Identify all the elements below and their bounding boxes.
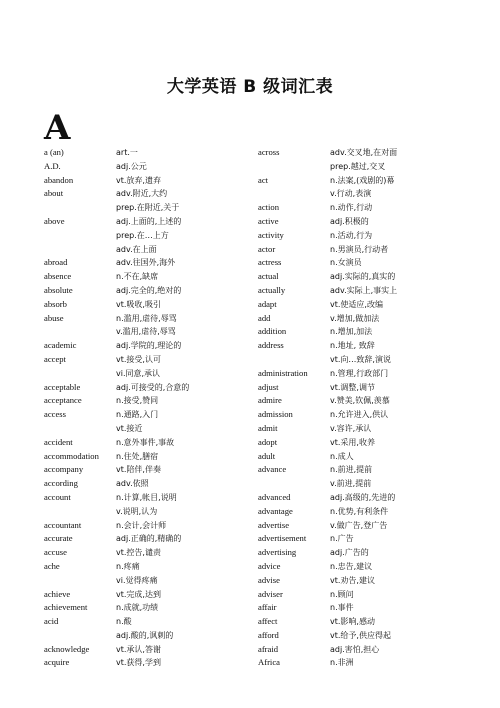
vocab-entry (44, 146, 254, 160)
vocab-definition: adj.积极的 (330, 216, 369, 226)
vocab-word: absorb (44, 298, 67, 309)
vocab-word: acceptance (44, 395, 82, 406)
vocab-entry (44, 298, 254, 312)
vocab-definition: n.动作,行动 (330, 203, 373, 213)
vocab-entry (258, 284, 458, 298)
vocab-word: admit (258, 422, 278, 433)
vocab-entry (258, 656, 458, 670)
vocab-word: acquire (44, 657, 70, 668)
vocab-word: above (44, 215, 65, 226)
vocab-entry (44, 643, 254, 657)
vocab-entry (44, 656, 254, 670)
vocab-entry (258, 463, 458, 477)
vocab-definition: v.说明,认为 (116, 506, 158, 516)
vocab-definition: v.增加,做加法 (330, 313, 380, 323)
vocab-definition: n.住处,膳宿 (116, 451, 159, 461)
vocab-entry (44, 312, 254, 326)
vocab-entry (258, 215, 458, 229)
vocab-word: advantage (258, 505, 293, 516)
vocab-definition: n.地址, 致辞 (330, 341, 375, 351)
vocab-entry (258, 422, 458, 436)
vocab-entry (44, 463, 254, 477)
vocab-entry (258, 325, 458, 339)
vocab-definition: v.容许,承认 (330, 423, 372, 433)
vocab-word: about (44, 188, 64, 199)
vocab-definition: adv.附近,大约 (116, 189, 168, 199)
vocab-word: accident (44, 436, 73, 447)
vocab-entry (44, 243, 254, 257)
vocab-entry (258, 312, 458, 326)
vocab-entry (258, 353, 458, 367)
vocab-word: abroad (44, 257, 68, 268)
vocab-word: activity (258, 229, 284, 240)
vocab-word: advise (258, 574, 280, 585)
vocab-entry (258, 643, 458, 657)
vocab-entry (258, 450, 458, 464)
vocab-entry (258, 588, 458, 602)
vocab-entry (258, 187, 458, 201)
vocab-word: acknowledge (44, 643, 90, 654)
vocab-definition: n.成就,功绩 (116, 603, 159, 613)
vocab-definition: vt.承认,答谢 (116, 644, 161, 654)
vocab-definition: vt.完成,达到 (116, 589, 161, 599)
vocab-word: adviser (258, 588, 283, 599)
vocab-entry (44, 284, 254, 298)
vocab-word: adjust (258, 381, 279, 392)
vocab-definition: vt.接近 (116, 423, 143, 433)
vocab-definition: n.意外事件,事故 (116, 437, 175, 447)
vocab-word: accuse (44, 547, 67, 558)
vocab-word: advertising (258, 547, 297, 558)
vocab-definition: v.滥用,虐待,辱骂 (116, 327, 176, 337)
vocab-entry (44, 270, 254, 284)
vocab-entry (44, 519, 254, 533)
vocab-definition: adj.公元 (116, 161, 147, 171)
vocab-word: advertise (258, 519, 290, 530)
section-letter: A (44, 108, 71, 148)
vocab-word: accompany (44, 464, 84, 475)
vocab-word: actor (258, 243, 276, 254)
vocab-entry (44, 408, 254, 422)
vocab-definition: adv.交叉地,在对面 (330, 148, 398, 157)
vocab-definition: n.管理,行政部门 (330, 368, 389, 378)
vocab-definition: n.顾问 (330, 589, 354, 599)
vocab-word: acid (44, 616, 59, 627)
vocab-entry (258, 532, 458, 546)
vocab-word: accept (44, 353, 66, 364)
vocab-entry (258, 174, 458, 188)
vocab-entry (258, 256, 458, 270)
vocab-definition: n.增加,加法 (330, 327, 373, 337)
vocab-word: ache (44, 560, 60, 571)
vocab-entry (258, 229, 458, 243)
vocab-definition: adj.上面的,上述的 (116, 216, 182, 226)
vocab-definition: n.法案,(戏剧的)幕 (330, 175, 395, 185)
vocab-word: abuse (44, 312, 64, 323)
vocab-definition: adj.可接受的,合意的 (116, 382, 190, 392)
vocab-definition: adj.高级的,先进的 (330, 492, 396, 502)
vocab-entry (258, 243, 458, 257)
vocab-word: action (258, 202, 279, 213)
vocab-definition: adv.往国外,海外 (116, 258, 176, 268)
vocab-definition: v.做广告,登广告 (330, 520, 388, 530)
vocab-entry (258, 505, 458, 519)
vocab-definition: vt.影响,感动 (330, 617, 375, 627)
vocab-definition: vt.放弃,遗弃 (116, 175, 161, 185)
vocab-word: afraid (258, 643, 279, 654)
vocab-definition: n.允许进入,供认 (330, 410, 389, 420)
vocab-entry (44, 353, 254, 367)
vocab-word: achievement (44, 602, 88, 613)
vocab-definition: vt.向…致辞,演说 (330, 354, 391, 364)
vocab-word: academic (44, 340, 77, 351)
vocab-entry (258, 491, 458, 505)
vocab-definition: adj.酸的,讽刺的 (116, 630, 174, 640)
vocab-definition: n.会计,会计师 (116, 520, 167, 530)
vocab-word: affair (258, 602, 277, 613)
vocab-entry (44, 477, 254, 491)
vocab-entry (44, 339, 254, 353)
vocab-definition: vt.陪伴,伴奏 (116, 465, 161, 475)
vocab-definition: adv.依照 (116, 479, 149, 489)
vocab-entry (44, 588, 254, 602)
vocab-definition: vi.同意,承认 (116, 368, 161, 378)
vocab-definition: n.计算,帐目,说明 (116, 492, 177, 502)
vocab-definition: n.忠告,建议 (330, 561, 373, 571)
vocab-entry (258, 408, 458, 422)
vocab-definition: n.接受,赞同 (116, 396, 159, 406)
vocab-definition: adj.学院的,理论的 (116, 341, 182, 351)
vocab-definition: adj.实际的,真实的 (330, 272, 396, 282)
vocab-definition: n.通路,入门 (116, 410, 159, 420)
vocab-word: admission (258, 409, 293, 420)
vocab-entry (258, 546, 458, 560)
vocab-word: advance (258, 464, 287, 475)
vocab-entry (258, 270, 458, 284)
vocab-word: actress (258, 257, 282, 268)
vocab-word: accommodation (44, 450, 99, 461)
vocab-definition: prep.在…上方 (116, 230, 169, 240)
vocab-word: A.D. (44, 160, 61, 171)
vocab-definition: prep.越过,交叉 (330, 161, 386, 171)
vocab-word: absolute (44, 284, 73, 295)
vocab-definition: n.滥用,虐待,辱骂 (116, 313, 177, 323)
vocab-entry (44, 229, 254, 243)
vocab-entry (258, 477, 458, 491)
vocab-column-right (258, 146, 458, 670)
vocab-definition: art.一 (116, 148, 138, 157)
vocab-entry (44, 436, 254, 450)
vocab-definition: n.非洲 (330, 658, 354, 668)
vocab-entry (258, 560, 458, 574)
vocab-word: accountant (44, 519, 82, 530)
vocab-word: adopt (258, 436, 278, 447)
vocab-word: add (258, 312, 271, 323)
vocab-definition: v.行动,表演 (330, 189, 372, 199)
vocab-definition: adv.在上面 (116, 244, 157, 254)
vocab-entry (258, 298, 458, 312)
vocab-entry (44, 201, 254, 215)
vocab-definition: n.女演员 (330, 258, 362, 268)
vocab-definition: adj.害怕,担心 (330, 644, 380, 654)
vocab-entry (258, 381, 458, 395)
vocab-entry (258, 367, 458, 381)
vocab-entry (44, 422, 254, 436)
vocab-definition: n.成人 (330, 451, 354, 461)
vocab-definition: n.男演员,行动者 (330, 244, 389, 254)
vocab-word: addition (258, 326, 287, 337)
vocab-definition: vt.调整,调节 (330, 382, 375, 392)
vocab-entry (258, 436, 458, 450)
vocab-definition: n.前进,提前 (330, 465, 373, 475)
vocab-entry (44, 187, 254, 201)
vocab-entry (44, 532, 254, 546)
vocab-entry (258, 574, 458, 588)
vocab-word: according (44, 478, 78, 489)
vocab-word: abandon (44, 174, 74, 185)
vocab-definition: vt.劝告,建议 (330, 575, 375, 585)
vocab-word: administration (258, 367, 308, 378)
vocab-definition: adj.完全的,绝对的 (116, 285, 182, 295)
vocab-entry (258, 146, 458, 160)
vocab-definition: v.前进,提前 (330, 479, 372, 489)
vocab-word: adult (258, 450, 276, 461)
vocab-entry (44, 394, 254, 408)
vocab-definition: n.酸 (116, 617, 132, 627)
vocab-word: actual (258, 271, 279, 282)
vocab-entry (44, 174, 254, 188)
vocab-word: a (an) (44, 147, 64, 157)
page-title: 大学英语 B 级词汇表 (166, 77, 334, 97)
vocab-definition: adj.广告的 (330, 548, 369, 558)
vocab-definition: vi.觉得疼痛 (116, 575, 158, 585)
vocab-definition: adv.实际上,事实上 (330, 285, 398, 295)
vocab-entry (44, 615, 254, 629)
vocab-definition: n.疼痛 (116, 561, 140, 571)
vocab-entry (44, 546, 254, 560)
vocab-entry (44, 256, 254, 270)
vocab-entry (258, 201, 458, 215)
vocab-definition: vt.使适应,改编 (330, 299, 383, 309)
vocab-definition: adj.正确的,精确的 (116, 534, 182, 544)
vocab-word: adapt (258, 298, 277, 309)
vocab-column-left (44, 146, 254, 670)
vocab-entry (44, 450, 254, 464)
vocab-definition: n.活动,行为 (330, 230, 373, 240)
vocab-definition: n.不在,缺席 (116, 272, 159, 282)
vocab-word: access (44, 409, 66, 420)
vocab-entry (258, 519, 458, 533)
vocab-word: affect (258, 616, 278, 627)
vocab-word: achieve (44, 588, 71, 599)
vocab-entry (44, 381, 254, 395)
vocab-entry (44, 491, 254, 505)
vocab-word: account (44, 491, 71, 502)
vocab-word: acceptable (44, 381, 81, 392)
vocab-definition: vt.接受,认可 (116, 354, 161, 364)
vocab-entry (44, 629, 254, 643)
vocab-word: act (258, 174, 269, 185)
vocab-definition: vt.吸收,吸引 (116, 299, 161, 309)
vocab-definition: n.事件 (330, 603, 354, 613)
vocab-entry (44, 367, 254, 381)
vocab-entry (44, 601, 254, 615)
vocab-definition: vt.采用,收养 (330, 437, 375, 447)
vocab-word: accurate (44, 533, 73, 544)
vocab-definition: prep.在附近,关于 (116, 203, 180, 213)
vocab-word: advertisement (258, 533, 307, 544)
vocab-word: afford (258, 629, 279, 640)
vocab-word: actually (258, 284, 286, 295)
vocab-word: admire (258, 395, 282, 406)
vocab-entry (258, 160, 458, 174)
vocab-definition: vt.控告,谴责 (116, 548, 161, 558)
vocab-word: active (258, 215, 279, 226)
vocab-definition: vt.给予,供应得起 (330, 630, 391, 640)
vocab-entry (44, 160, 254, 174)
vocab-word: advice (258, 560, 281, 571)
vocab-entry (44, 325, 254, 339)
vocab-word: absence (44, 271, 72, 282)
vocab-definition: v.赞美,钦佩,羡慕 (330, 396, 390, 406)
vocab-word: address (258, 340, 284, 351)
vocab-entry (258, 339, 458, 353)
vocab-definition: vt.获得,学到 (116, 658, 161, 668)
vocab-entry (258, 601, 458, 615)
vocab-entry (258, 394, 458, 408)
vocab-definition: n.广告 (330, 534, 354, 544)
vocab-word: advanced (258, 491, 291, 502)
vocab-entry (44, 215, 254, 229)
vocab-entry (44, 574, 254, 588)
vocab-entry (258, 629, 458, 643)
vocab-entry (258, 615, 458, 629)
vocab-word: Africa (258, 657, 280, 668)
vocab-word: across (258, 147, 280, 157)
vocab-entry (44, 560, 254, 574)
vocab-entry (44, 505, 254, 519)
vocab-definition: n.优势,有利条件 (330, 506, 389, 516)
